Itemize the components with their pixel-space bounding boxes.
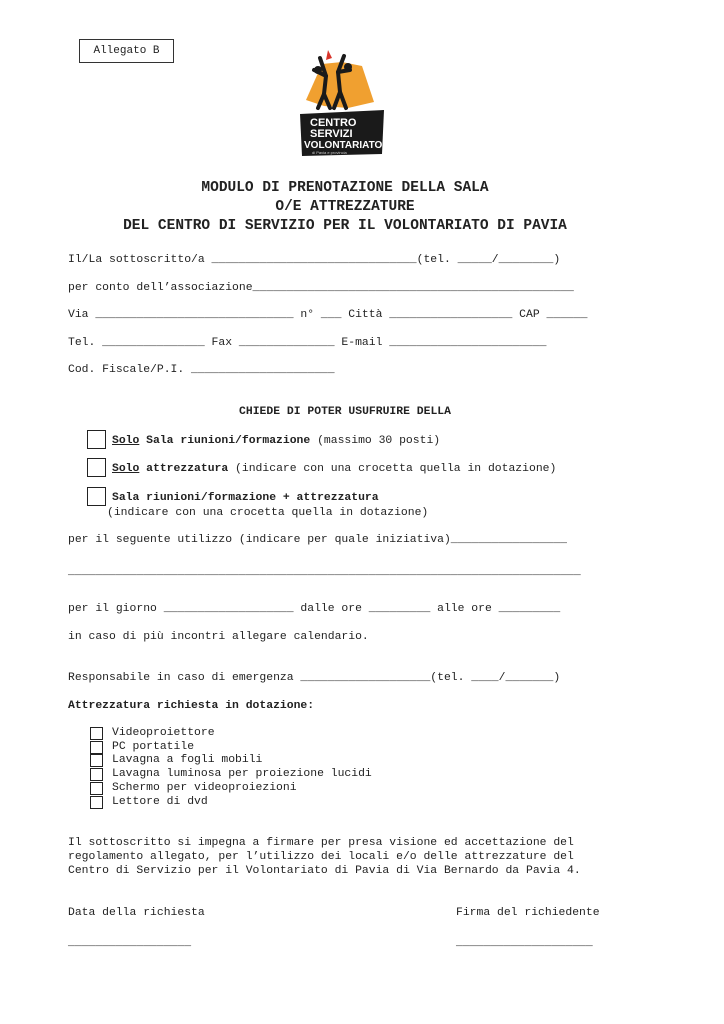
request-heading: CHIEDE DI POTER USUFRUIRE DELLA xyxy=(239,406,451,418)
option-room-label: Solo Sala riunioni/formazione (massimo 30 posti) xyxy=(112,435,441,447)
equipment-checkbox[interactable] xyxy=(90,796,103,809)
association-field-line[interactable]: per conto dell’associazione_______________________________________________ xyxy=(68,282,574,294)
logo-text-4: di Pavia e provincia xyxy=(312,150,347,155)
title-line-3: DEL CENTRO DI SERVIZIO PER IL VOLONTARIATO DI PAVIA xyxy=(123,218,567,234)
attachment-label: Allegato B xyxy=(79,39,174,63)
contact-field-line[interactable]: Tel. _______________ Fax ______________ E-mail _______________________ xyxy=(68,337,547,349)
csv-logo xyxy=(298,50,388,160)
title-line-2: O/E ATTREZZATURE xyxy=(275,199,415,215)
option-room-and-equipment-checkbox[interactable] xyxy=(87,487,106,506)
logo-text-2: SERVIZI xyxy=(310,128,353,140)
equipment-checkbox[interactable] xyxy=(90,754,103,767)
request-date-label: Data della richiesta xyxy=(68,907,205,919)
equipment-item: Schermo per videoproiezioni xyxy=(112,782,297,794)
name-field-line[interactable]: Il/La sottoscritto/a ______________________________(tel. _____/________) xyxy=(68,254,561,266)
option-room-checkbox[interactable] xyxy=(87,430,106,449)
equipment-item: Lavagna luminosa per proiezione lucidi xyxy=(112,768,372,780)
logo-text-1: CENTRO xyxy=(310,117,357,129)
fiscal-code-field-line[interactable]: Cod. Fiscale/P.I. _____________________ xyxy=(68,364,335,376)
declaration-line-3: Centro di Servizio per il Volontariato di Pavia di Via Bernardo da Pavia 4. xyxy=(68,865,581,877)
date-time-line[interactable]: per il giorno ___________________ dalle ore _________ alle ore _________ xyxy=(68,603,561,615)
equipment-item: PC portatile xyxy=(112,741,195,753)
equipment-item: Lavagna a fogli mobili xyxy=(112,754,263,766)
equipment-checkbox[interactable] xyxy=(90,782,103,795)
usage-line-1[interactable]: per il seguente utilizzo (indicare per quale iniziativa)_________________ xyxy=(68,534,567,546)
option-equipment-label: Solo attrezzatura (indicare con una crocetta quella in dotazione) xyxy=(112,463,557,475)
equipment-item: Lettore di dvd xyxy=(112,796,208,808)
csv-logo-graphic xyxy=(298,50,388,160)
logo-text-3: VOLONTARIATO xyxy=(304,140,383,151)
equipment-checkbox[interactable] xyxy=(90,727,103,740)
declaration-line-2: regolamento allegato, per l’utilizzo dei locali e/o delle attrezzature del xyxy=(68,851,574,863)
declaration-line-1: Il sottoscritto si impegna a firmare per presa visione ed accettazione del xyxy=(68,837,574,849)
option-equipment-checkbox[interactable] xyxy=(87,458,106,477)
request-date-line[interactable]: __________________ xyxy=(68,937,192,949)
equipment-item: Videoproiettore xyxy=(112,727,215,739)
option-room-and-equipment-label: Sala riunioni/formazione + attrezzatura xyxy=(112,492,379,504)
equipment-heading: Attrezzatura richiesta in dotazione: xyxy=(68,700,315,712)
emergency-contact-line[interactable]: Responsabile in caso di emergenza ___________________(tel. ____/_______) xyxy=(68,672,561,684)
address-field-line[interactable]: Via _____________________________ n° ___ Città __________________ CAP ______ xyxy=(68,309,588,321)
equipment-checkbox[interactable] xyxy=(90,741,103,754)
signature-line[interactable]: ____________________ xyxy=(456,937,593,949)
signature-label: Firma del richiedente xyxy=(456,907,600,919)
title-line-1: MODULO DI PRENOTAZIONE DELLA SALA xyxy=(201,180,489,196)
usage-line-2[interactable]: ___________________________________________________________________________ xyxy=(68,566,581,578)
option-room-and-equipment-note: (indicare con una crocetta quella in dotazione) xyxy=(107,507,429,519)
calendar-note: in caso di più incontri allegare calendario. xyxy=(68,631,369,643)
equipment-checkbox[interactable] xyxy=(90,768,103,781)
